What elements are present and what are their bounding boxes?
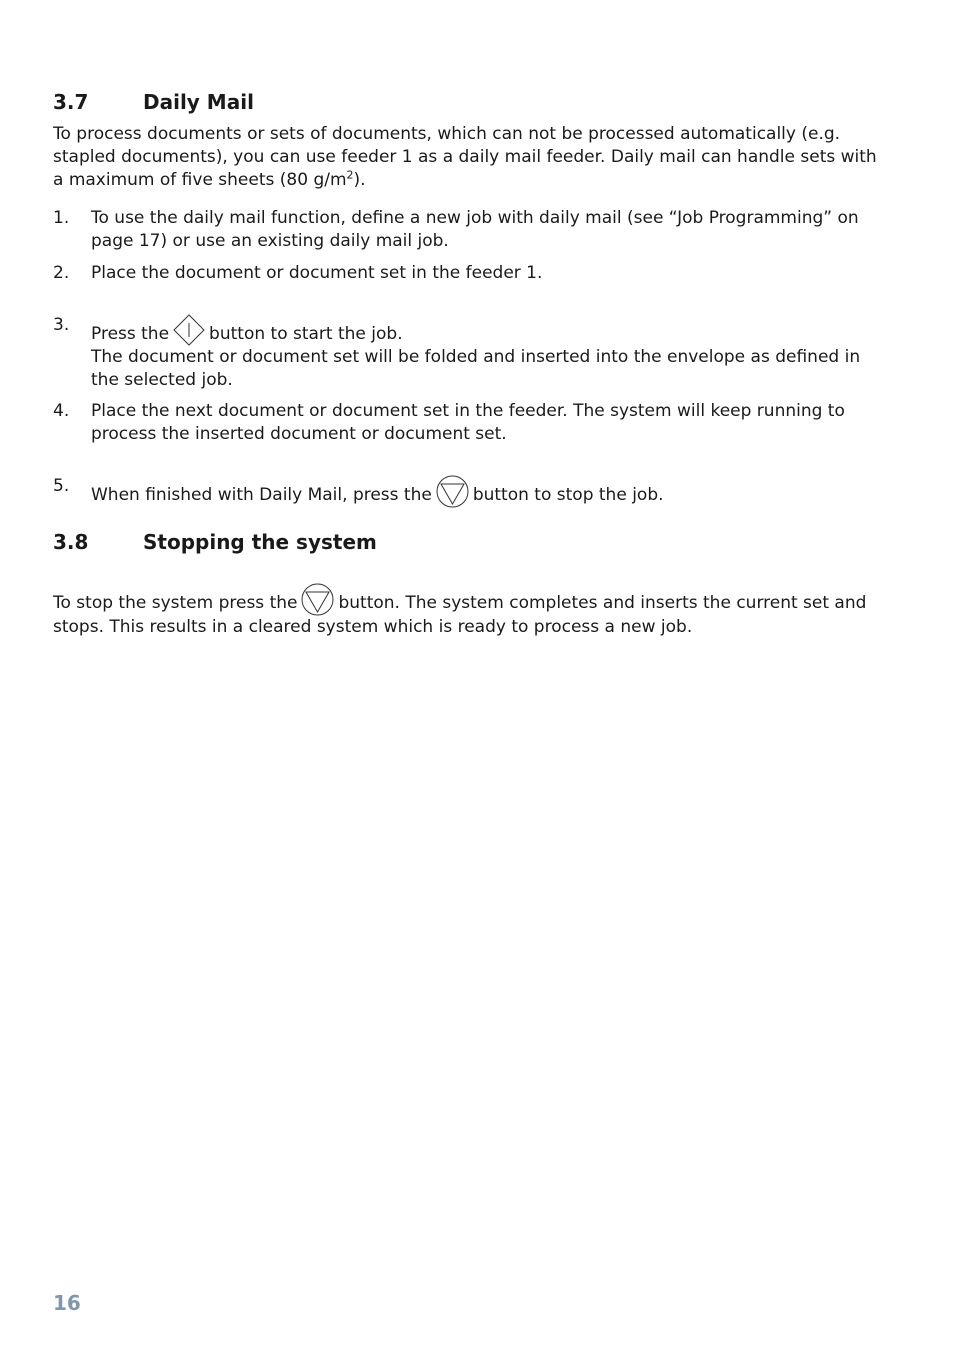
step-number: 3. [53,315,70,335]
step-number: 1. [53,208,70,228]
step-text-after: button to stop the job. [472,485,664,505]
section-number: 3.8 [53,530,89,554]
step-text [91,314,883,346]
step-4 [53,400,883,446]
section-title: Daily Mail [143,90,254,114]
step-1 [53,207,883,253]
section-heading-3-8 [53,530,377,554]
section-heading-3-7 [53,90,254,114]
step-text-before: When finished with Daily Mail, press the [91,485,432,505]
step-text-before: Press the [91,324,170,344]
page-number: 16 [53,1291,81,1315]
stop-button-icon [301,583,334,616]
step-3-note: The document or document set will be folded and inserted into the envelope as defined in the selected job. [91,347,861,390]
section-title: Stopping the system [143,530,377,554]
step-3 [53,314,883,346]
step-2 [53,262,883,285]
superscript: 2 [346,168,354,182]
step-text [91,475,883,508]
stop-paragraph [53,583,883,639]
intro-paragraph [53,123,883,192]
step-number: 4. [53,401,70,421]
intro-end: ). [353,170,366,190]
step-5 [53,475,883,508]
intro-text: To process documents or sets of documents, which can not be processed automatically (e.g. stapled documents), you can use feeder 1 as a daily mail feeder. Daily mail can handle sets with a maximum of five sheets (80 g/m [53,124,877,190]
stop-button-icon [436,475,469,508]
step-text: Place the next document or document set in the feeder. The system will keep running to process the inserted document or document set. [91,401,845,444]
step-text-after: button to start the job. [209,324,403,344]
section-number: 3.7 [53,90,89,114]
step-number: 2. [53,263,70,283]
start-button-icon [173,314,205,346]
stop-text-after: button. The system completes and inserts the current set and stops. This results in a cleared system which is ready to process a new job. [53,593,867,637]
step-text: Place the document or document set in the feeder 1. [91,263,543,283]
step-number: 5. [53,476,70,496]
step-text: To use the daily mail function, define a new job with daily mail (see “Job Programming” on page 17) or use an existing daily mail job. [91,208,859,251]
stop-text-before: To stop the system press the [53,593,298,613]
